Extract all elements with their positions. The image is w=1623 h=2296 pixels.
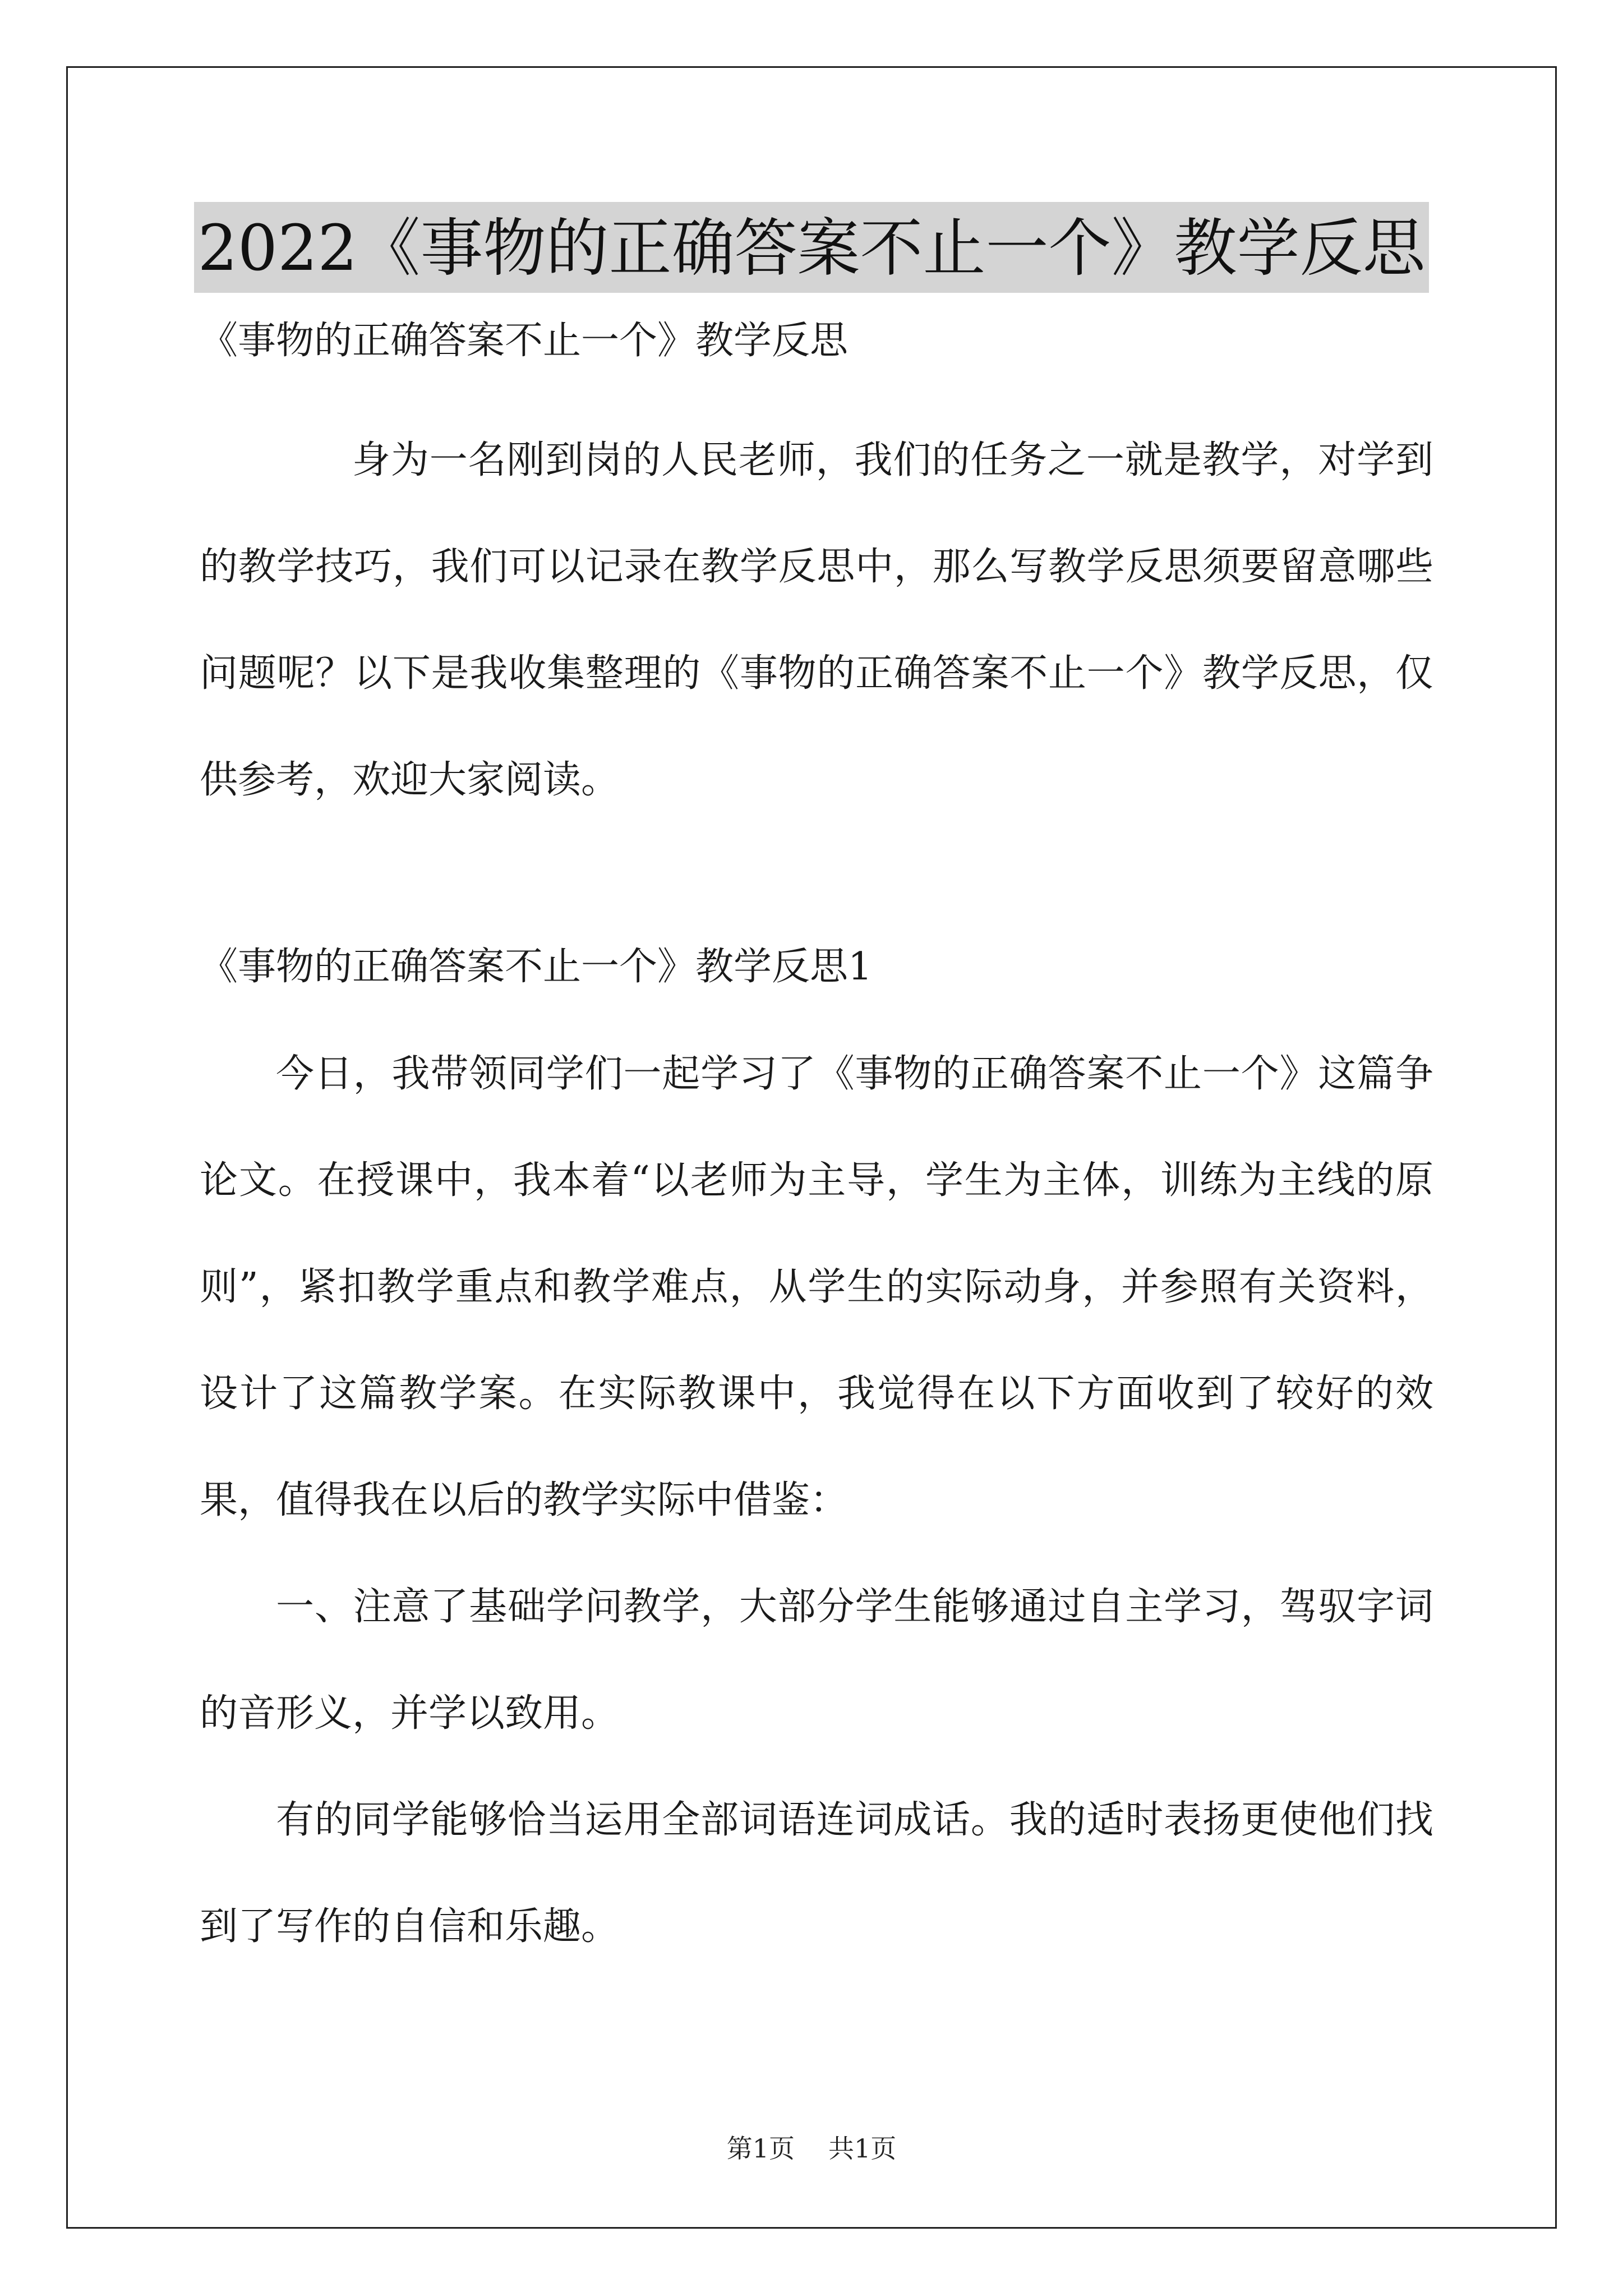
document-title: 2022《事物的正确答案不止一个》教学反思 [194, 202, 1428, 293]
page-footer [0, 2132, 1623, 2165]
intro-heading: 《事物的正确答案不止一个》教学反思 [200, 319, 849, 363]
intro-paragraph: 身为一名刚到岗的人民老师，我们的任务之一就是教学，对学到的教学技巧，我们可以记录在教学反思中，那么写教学反思须要留意哪些问题呢？以下是我收集整理的《事物的正确答案不止一个》教学反思，仅供参考，欢迎大家阅读。 [200, 438, 1433, 802]
section1-paragraph: 有的同学能够恰当运用全部词语连词成话。我的适时表扬更使他们找到了写作的自信和乐趣。 [200, 1798, 1433, 1949]
page-number-current: 第1页 [726, 2133, 795, 2164]
document-body [200, 314, 1433, 1980]
section1-paragraph: 今日，我带领同学们一起学习了《事物的正确答案不止一个》这篇争论文。在授课中，我本着“以老师为主导，学生为主体，训练为主线的原则”，紧扣教学重点和教学难点，从学生的实际动身，并参照有关资料，设计了这篇教学案。在实际教课中，我觉得在以下方面收到了较好的效果，值得我在以后的教学实际中借鉴： [200, 1052, 1433, 1522]
title-area [0, 202, 1623, 293]
section1-heading: 《事物的正确答案不止一个》教学反思1 [200, 945, 873, 989]
section1-paragraph: 一、注意了基础学问教学，大部分学生能够通过自主学习，驾驭字词的音形义，并学以致用。 [200, 1585, 1433, 1736]
page-number-total: 共1页 [828, 2133, 897, 2164]
